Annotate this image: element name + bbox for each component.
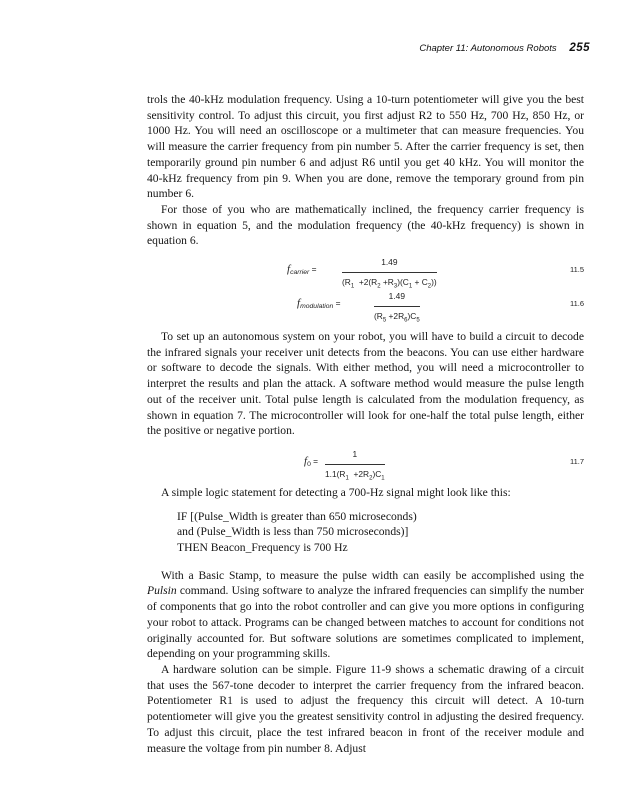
paragraph-1: trols the 40-kHz modulation frequency. Using a 10-turn potentiometer will give you the best sensitivity control. To adjust this circuit, you first adjust R2 to 550 Hz, 700 Hz, 850 Hz, or 1000 Hz. You will need an oscilloscope or a multimeter that can measure frequencies. You will measure the carrier frequency from pin number 5. After the carrier frequency is set, then temporarily ground pin number 6 and adjust R6 until you get 40 kHz. You will monitor the 40-kHz frequency from pin 9. When you are done, remove the temporary ground from pin number 6.: [147, 93, 584, 201]
eq5-subscript: carrier: [290, 269, 310, 277]
paragraph-5-start: With a Basic Stamp, to measure the pulse width can easily be accomplished using the: [161, 568, 584, 582]
eq5-symbol: f: [287, 263, 291, 276]
eq7-subscript: 0: [307, 460, 311, 468]
eq7-denominator: $1.1(R_1 +2R_2)C_1$: [325, 468, 385, 482]
eq7-numerator: 1: [352, 448, 358, 459]
eq6-numerator: 1.49: [388, 291, 405, 302]
chapter-label: Chapter 11:: [419, 43, 469, 54]
page-number: 255: [569, 42, 590, 54]
eq7-symbol: f: [304, 454, 308, 467]
equation-11-5: $f_{carrier}$ = 1.49 $(R_1 +2(R_2 +R_3)(C_1 + C_2))$ 11.5: [147, 253, 584, 287]
eq7-fraction: [325, 447, 385, 487]
paragraph-5: [147, 568, 584, 662]
chapter-title: Autonomous Robots: [470, 43, 557, 54]
eq6-subscript: modulation: [300, 303, 334, 311]
equation-11-6: $f_{modulation}$ = 1.49 $(R_5 +2R_6)C_5$ 11.6: [147, 287, 584, 321]
body-text: [147, 92, 584, 756]
paragraph-4: A simple logic statement for detecting a 700-Hz signal might look like this:: [161, 485, 511, 499]
equation-11-7: $f_0$ = 1 $1.1(R_1 +2R_2)C_1$ 11.7: [147, 445, 584, 479]
paragraph-2: For those of you who are mathematically inclined, the frequency carrier frequency is shown in equation 5, and the modulation frequency (the 40-kHz frequency) is shown in equation 6.: [147, 202, 584, 248]
paragraph-3: To set up an autonomous system on your robot, you will have to build a circuit to decode the infrared signals your receiver unit detects from the beacons. You can use either hardware or software to decode the signals. With either method, you will need a microcontroller to interpret the results and plan the attack. A software method would measure the pulse length out of the receiver unit. Total pulse length is calculated from the modulation frequency, as shown in equation 7. The microcontroller will look for one-half the total pulse length, either the positive or negative portion.: [147, 330, 584, 438]
eq5-number: 11.5: [569, 265, 584, 275]
eq5-numerator: 1.49: [381, 257, 398, 268]
eq5-denominator: $(R_1 +2(R_2 +R_3)(C_1 + C_2))$: [342, 276, 437, 290]
eq6-number: 11.6: [569, 299, 584, 309]
running-header: [419, 42, 590, 54]
logic-statement: [177, 509, 584, 556]
paragraph-5-rest: command. Using software to analyze the infrared frequencies can simplify the number of components that go into the robot controller and can give you more options in configuring your robot to attack. Programs can be changed between matches to account for conditions not originally accounted for. But software solutions are sometimes complicated to implement, depending on your programming skills.: [147, 584, 584, 661]
eq6-fraction: [374, 289, 420, 329]
logic-line-3: THEN Beacon_Frequency is 700 Hz: [177, 541, 348, 555]
logic-line-2: and (Pulse_Width is less than 750 microseconds)]: [177, 525, 409, 539]
paragraph-6: A hardware solution can be simple. Figure 11-9 shows a schematic drawing of a circuit that uses the 567-tone decoder to interpret the carrier frequency from the infrared beacon. Potentiometer R1 is used to adjust the frequency this circuit will detect. A 10-turn potentiometer will give you the greatest sensitivity control in adjusting the desired frequency. To adjust this circuit, place the test infrared beacon in front of the receiver module and measure the voltage from pin number 8. Adjust: [147, 662, 584, 755]
pulsin-command: Pulsin: [147, 584, 177, 598]
eq7-number: 11.7: [569, 456, 584, 466]
logic-line-1: IF [(Pulse_Width is greater than 650 microseconds): [177, 509, 417, 523]
eq6-denominator: $(R_5 +2R_6)C_5$: [374, 310, 420, 324]
eq6-symbol: f: [297, 297, 301, 310]
